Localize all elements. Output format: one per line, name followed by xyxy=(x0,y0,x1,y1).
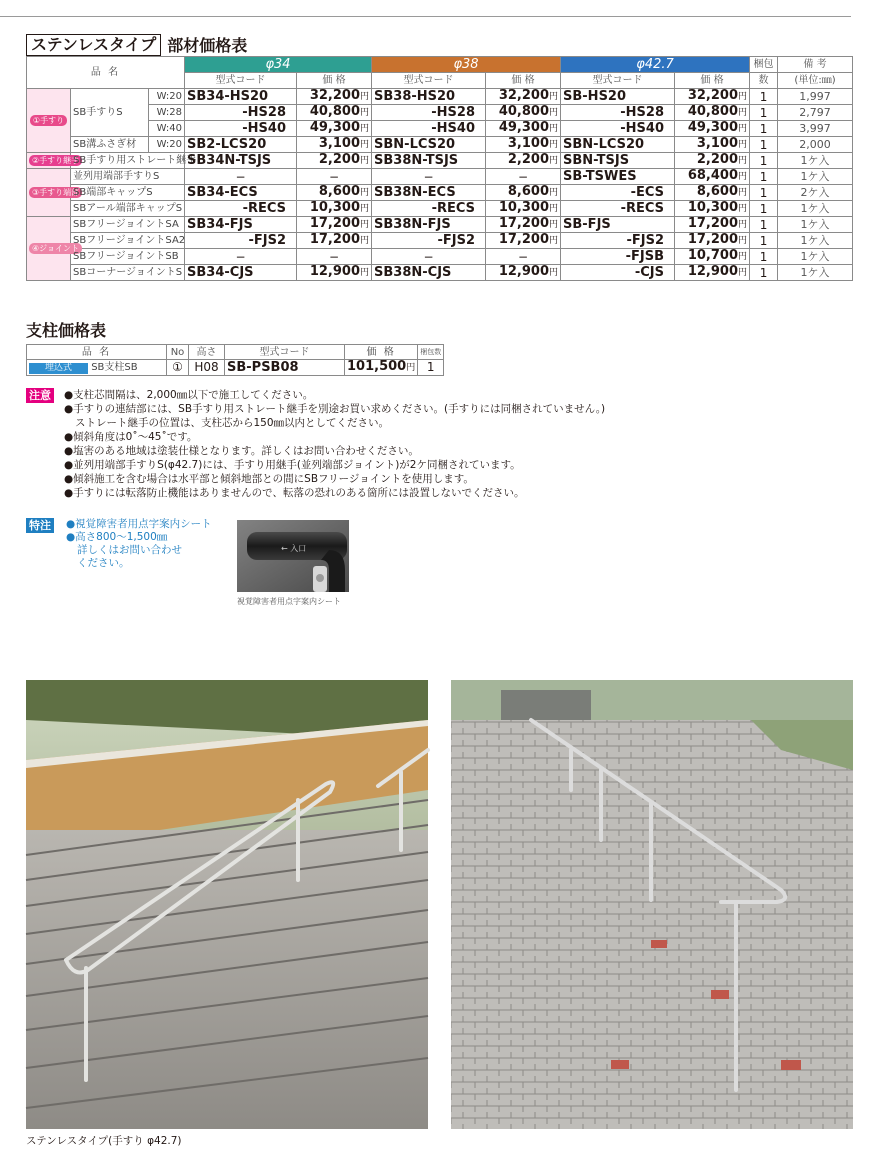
remark: 1ケ入 xyxy=(778,153,853,169)
custom-line: ●高さ800〜1,500㎜ xyxy=(66,531,168,543)
header-name: 品 名 xyxy=(27,57,185,89)
remark: 1ケ入 xyxy=(778,265,853,281)
group-joint-connector: ②手すり継手 xyxy=(27,153,71,169)
code-d34: -HS40 xyxy=(185,121,297,137)
item-name: SBアール端部キャップS xyxy=(71,201,185,217)
code-d34: -HS28 xyxy=(185,105,297,121)
code-d427: SBN-TSJS xyxy=(561,153,675,169)
stairs-illustration xyxy=(26,680,428,1129)
price-d427: 68,400円 xyxy=(675,169,750,185)
code-d427: -HS40 xyxy=(561,121,675,137)
item-name: SB端部キャップS xyxy=(71,185,185,201)
custom-text xyxy=(66,518,266,570)
stairs-handrail-photo xyxy=(26,680,428,1129)
pack-count: 1 xyxy=(750,169,778,185)
price-d34: 17,200円 xyxy=(297,217,372,233)
remark: 1ケ入 xyxy=(778,169,853,185)
custom-line: ください。 xyxy=(77,557,130,569)
pack-count: 1 xyxy=(750,201,778,217)
price-d38: 3,100円 xyxy=(486,137,561,153)
code-d427: -FJSB xyxy=(561,249,675,265)
price-d34: − xyxy=(297,169,372,185)
price-d38: − xyxy=(486,169,561,185)
code-d34: SB34-FJS xyxy=(185,217,297,233)
header-code: 型式コード xyxy=(561,73,675,89)
price-d38: 17,200円 xyxy=(486,217,561,233)
price-d34: 12,900円 xyxy=(297,265,372,281)
code-d38: -HS28 xyxy=(372,105,486,121)
title-rest: 部材価格表 xyxy=(167,36,248,55)
code-d427: -ECS xyxy=(561,185,675,201)
item-name: 並列用端部手すりS xyxy=(71,169,185,185)
price-d38: 49,300円 xyxy=(486,121,561,137)
code-d427: -RECS xyxy=(561,201,675,217)
item-name: SBフリージョイントSA xyxy=(71,217,185,233)
price-d38: 17,200円 xyxy=(486,233,561,249)
note-item: ●傾斜施工を含む場合は水平部と傾斜地部との間にSBフリージョイントを使用します。 xyxy=(64,473,474,485)
post-type-badge: 埋込式 xyxy=(29,363,88,374)
note-item: ●手すりの連結部には、SB手すり用ストレート継手を別途お買い求めください。(手すりには同梱されていません。) xyxy=(64,403,606,415)
code-d38: -HS40 xyxy=(372,121,486,137)
item-name: SB手すりS xyxy=(71,89,149,137)
parts-price-table xyxy=(26,56,853,281)
code-d427: -CJS xyxy=(561,265,675,281)
braille-sheet-caption: 視覚障害者用点字案内シート xyxy=(237,597,341,606)
pack-count: 1 xyxy=(750,249,778,265)
table-row xyxy=(27,137,853,153)
pack-count: 1 xyxy=(750,153,778,169)
header-pack-2: 数 xyxy=(750,73,778,89)
item-name: SBフリージョイントSA2 xyxy=(71,233,185,249)
table-header-row-1 xyxy=(27,57,853,73)
price-d34: 17,200円 xyxy=(297,233,372,249)
code-d427: SB-HS20 xyxy=(561,89,675,105)
post-name: SB支柱SB xyxy=(91,362,138,373)
table-row xyxy=(27,169,853,185)
table-row xyxy=(27,217,853,233)
table-row xyxy=(27,153,853,169)
post-header-price: 価 格 xyxy=(345,345,418,360)
post-header-pack: 梱包数 xyxy=(418,345,444,360)
code-d38: -RECS xyxy=(372,201,486,217)
price-d34: 8,600円 xyxy=(297,185,372,201)
remark: 3,997 xyxy=(778,121,853,137)
pack-count: 1 xyxy=(750,105,778,121)
remark: 1ケ入 xyxy=(778,233,853,249)
post-price: 101,500円 xyxy=(345,360,418,376)
code-d427: SBN-LCS20 xyxy=(561,137,675,153)
price-d427: 32,200円 xyxy=(675,89,750,105)
code-d38: SBN-LCS20 xyxy=(372,137,486,153)
walkway-illustration xyxy=(451,680,853,1129)
note-item: ●手すりには転落防止機能はありませんので、転落の恐れのある箇所には設置しないでください。 xyxy=(64,487,525,499)
price-d38: 12,900円 xyxy=(486,265,561,281)
price-d38: 8,600円 xyxy=(486,185,561,201)
item-width: W:28 xyxy=(149,105,185,121)
remark: 2,797 xyxy=(778,105,853,121)
braille-sheet-text: ← 入口 xyxy=(281,544,307,553)
table-row xyxy=(27,89,853,105)
pack-count: 1 xyxy=(750,265,778,281)
price-d34: − xyxy=(297,249,372,265)
header-code: 型式コード xyxy=(185,73,297,89)
price-d427: 3,100円 xyxy=(675,137,750,153)
item-name: SB溝ふさぎ材 xyxy=(71,137,149,153)
item-name: SBフリージョイントSB xyxy=(71,249,185,265)
code-d34: -FJS2 xyxy=(185,233,297,249)
price-d427: 8,600円 xyxy=(675,185,750,201)
braille-sheet-photo xyxy=(237,520,349,592)
header-note: 備 考 xyxy=(778,57,853,73)
price-d427: 10,300円 xyxy=(675,201,750,217)
price-d34: 10,300円 xyxy=(297,201,372,217)
code-d427: SB-FJS xyxy=(561,217,675,233)
custom-line: ●視覚障害者用点字案内シート xyxy=(66,518,212,530)
price-d427: 40,800円 xyxy=(675,105,750,121)
post-header-name: 品 名 xyxy=(27,345,167,360)
code-d38: -FJS2 xyxy=(372,233,486,249)
braille-sheet-illustration xyxy=(237,520,349,592)
price-d34: 2,200円 xyxy=(297,153,372,169)
header-price: 価 格 xyxy=(486,73,561,89)
pack-count: 1 xyxy=(750,233,778,249)
price-d427: 10,700円 xyxy=(675,249,750,265)
table-row xyxy=(27,249,853,265)
table-row xyxy=(27,233,853,249)
code-d38: SB38N-CJS xyxy=(372,265,486,281)
title-boxed: ステンレスタイプ xyxy=(26,34,161,56)
item-width: W:20 xyxy=(149,89,185,105)
header-unit: (単位:㎜) xyxy=(778,73,853,89)
code-d34: SB34-HS20 xyxy=(185,89,297,105)
remark: 1,997 xyxy=(778,89,853,105)
group-end: ③手すり端部 xyxy=(27,169,71,217)
group-handrail: ①手すり xyxy=(27,89,71,153)
remark: 1ケ入 xyxy=(778,201,853,217)
header-d34: φ34 xyxy=(185,57,372,73)
code-d34: SB34-ECS xyxy=(185,185,297,201)
remark: 1ケ入 xyxy=(778,249,853,265)
code-d34: − xyxy=(185,169,297,185)
post-header-no: No xyxy=(167,345,189,360)
price-d38: 32,200円 xyxy=(486,89,561,105)
code-d38: SB38-HS20 xyxy=(372,89,486,105)
code-d427: -FJS2 xyxy=(561,233,675,249)
post-header-row xyxy=(27,345,444,360)
code-d38: − xyxy=(372,249,486,265)
table-row xyxy=(27,265,853,281)
code-d34: SB2-LCS20 xyxy=(185,137,297,153)
item-width: W:20 xyxy=(149,137,185,153)
table-row xyxy=(27,360,444,376)
code-d38: SB38N-ECS xyxy=(372,185,486,201)
code-d34: − xyxy=(185,249,297,265)
pack-count: 1 xyxy=(750,89,778,105)
photo-caption: ステンレスタイプ(手すり φ42.7) xyxy=(26,1135,182,1147)
price-d38: 2,200円 xyxy=(486,153,561,169)
table-row xyxy=(27,185,853,201)
remark: 1ケ入 xyxy=(778,217,853,233)
code-d34: SB34N-TSJS xyxy=(185,153,297,169)
table-row xyxy=(27,105,853,121)
price-d34: 49,300円 xyxy=(297,121,372,137)
header-code: 型式コード xyxy=(372,73,486,89)
pack-count: 1 xyxy=(750,137,778,153)
price-d427: 17,200円 xyxy=(675,217,750,233)
pack-count: 1 xyxy=(750,217,778,233)
price-d427: 49,300円 xyxy=(675,121,750,137)
price-d34: 3,100円 xyxy=(297,137,372,153)
note-item: ●支柱芯間隔は、2,000㎜以下で施工してください。 xyxy=(64,389,314,401)
item-width: W:40 xyxy=(149,121,185,137)
custom-line: 詳しくはお問い合わせ xyxy=(77,544,182,556)
post-header-code: 型式コード xyxy=(225,345,345,360)
post-price-table xyxy=(26,344,444,376)
post-item-name xyxy=(27,360,167,376)
pack-count: 1 xyxy=(750,121,778,137)
note-item: ストレート継手の位置は、支柱芯から150㎜以内としてください。 xyxy=(75,417,390,429)
price-d34: 32,200円 xyxy=(297,89,372,105)
table-row xyxy=(27,201,853,217)
price-d38: 10,300円 xyxy=(486,201,561,217)
code-d38: − xyxy=(372,169,486,185)
price-d427: 12,900円 xyxy=(675,265,750,281)
top-rule xyxy=(0,16,851,17)
note-item: ●塩害のある地域は塗装仕様となります。詳しくはお問い合わせください。 xyxy=(64,445,419,457)
custom-order-block xyxy=(26,518,212,569)
code-d38: SB38N-FJS xyxy=(372,217,486,233)
item-name: SBコーナージョイントS xyxy=(71,265,185,281)
section-title-posts: 支柱価格表 xyxy=(26,321,107,340)
price-d38: 40,800円 xyxy=(486,105,561,121)
remark: 2ケ入 xyxy=(778,185,853,201)
header-d427: φ42.7 xyxy=(561,57,750,73)
header-price: 価 格 xyxy=(297,73,372,89)
code-d38: SB38N-TSJS xyxy=(372,153,486,169)
code-d34: -RECS xyxy=(185,201,297,217)
header-pack: 梱包 xyxy=(750,57,778,73)
code-d427: SB-TSWES xyxy=(561,169,675,185)
post-header-height: 高さ xyxy=(189,345,225,360)
pack-count: 1 xyxy=(750,185,778,201)
table-row xyxy=(27,121,853,137)
note-item: ●並列用端部手すりS(φ42.7)には、手すり用継手(並列端部ジョイント)が2ケ同梱されています。 xyxy=(64,459,521,471)
section-title-parts xyxy=(26,33,247,56)
caution-notes xyxy=(26,388,605,500)
header-d38: φ38 xyxy=(372,57,561,73)
price-d427: 2,200円 xyxy=(675,153,750,169)
post-code: SB-PSB08 xyxy=(225,360,345,376)
price-d34: 40,800円 xyxy=(297,105,372,121)
code-d427: -HS28 xyxy=(561,105,675,121)
post-height: H08 xyxy=(189,360,225,376)
remark: 2,000 xyxy=(778,137,853,153)
post-no: ① xyxy=(167,360,189,376)
custom-label: 特注 xyxy=(26,518,54,533)
walkway-handrail-photo xyxy=(451,680,853,1129)
price-d427: 17,200円 xyxy=(675,233,750,249)
header-price: 価 格 xyxy=(675,73,750,89)
group-joint: ④ジョイント xyxy=(27,217,71,281)
note-item: ●傾斜角度は0˚〜45˚です。 xyxy=(64,431,198,443)
item-name: SB手すり用ストレート継手 xyxy=(71,153,185,169)
post-pack: 1 xyxy=(418,360,444,376)
caution-label: 注意 xyxy=(26,388,54,403)
price-d38: − xyxy=(486,249,561,265)
code-d34: SB34-CJS xyxy=(185,265,297,281)
